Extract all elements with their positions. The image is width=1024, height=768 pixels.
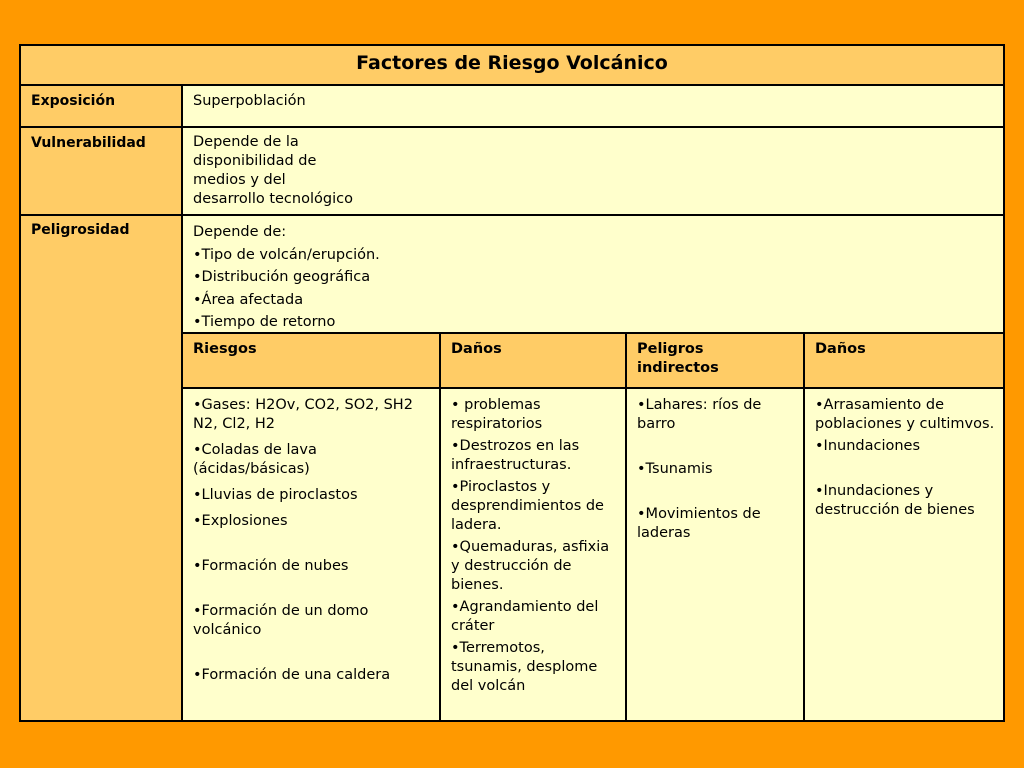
peligrosidad-content [183, 216, 1003, 332]
list-item: •Inundaciones [815, 438, 921, 454]
divider [625, 332, 627, 720]
vulnerabilidad-line: disponibilidad de [193, 153, 317, 169]
vulnerabilidad-line: desarrollo tecnológico [193, 191, 353, 207]
peligrosidad-item: •Área afectada [193, 291, 304, 308]
list-item: •Explosiones [193, 513, 288, 529]
peligrosidad-item: •Distribución geográfica [193, 269, 371, 285]
subtable-header-danos: Daños [441, 334, 625, 387]
list-item: •Movimientos de laderas [637, 506, 761, 541]
divider [181, 387, 1003, 389]
list-item: •Arrasamiento de poblaciones y cultimvos. [815, 397, 995, 432]
exposicion-content: Superpoblación [183, 86, 1003, 126]
danos-2-list [805, 389, 1003, 720]
list-item: •Lluvias de piroclastos [193, 487, 358, 503]
row-label-peligrosidad: Peligrosidad [21, 216, 181, 720]
subtable-header-riesgos: Riesgos [183, 334, 439, 387]
vulnerabilidad-line: medios y del [193, 172, 286, 188]
list-item: •Lahares: ríos de barro [637, 397, 762, 432]
risk-factors-table [19, 44, 1005, 722]
peligrosidad-item: •Tiempo de retorno [193, 314, 336, 330]
row-label-vulnerabilidad: Vulnerabilidad [21, 128, 181, 214]
list-item: •Destrozos en las infraestructuras. [451, 438, 580, 473]
peligrosidad-item: •Tipo de volcán/erupción. [193, 246, 380, 263]
vulnerabilidad-content [183, 128, 1003, 214]
subtable-header-peligros-indirectos: Peligros indirectos [627, 334, 803, 387]
peligros-indirectos-list [627, 389, 803, 720]
table-title: Factores de Riesgo Volcánico [21, 46, 1003, 86]
vulnerabilidad-line: Depende de la [193, 134, 299, 150]
danos-list [441, 389, 625, 720]
divider [439, 332, 441, 720]
subtable-header-danos-2: Daños [805, 334, 1003, 387]
list-item: •Gases: H2Ov, CO2, SO2, SH2 N2, Cl2, H2 [193, 397, 413, 432]
divider [21, 126, 1003, 128]
divider [21, 84, 1003, 86]
list-item: •Formación de un domo volcánico [193, 603, 369, 638]
list-item: •Terremotos, tsunamis, desplome del volcán [451, 640, 598, 694]
list-item: •Formación de una caldera [193, 667, 391, 683]
row-label-exposicion: Exposición [21, 86, 181, 126]
list-item: •Formación de nubes [193, 558, 349, 574]
divider [181, 84, 183, 720]
list-item: •Inundaciones y destrucción de bienes [815, 483, 975, 518]
list-item: •Piroclastos y desprendimientos de ladera. [451, 479, 604, 533]
list-item: • problemas respiratorios [451, 397, 543, 432]
peligrosidad-intro: Depende de: [193, 224, 287, 240]
list-item: •Agrandamiento del cráter [451, 599, 599, 634]
list-item: •Quemaduras, asfixia y destrucción de bienes. [451, 539, 610, 593]
divider [21, 214, 1003, 216]
riesgos-list [183, 389, 439, 720]
list-item: •Coladas de lava (ácidas/básicas) [193, 442, 317, 477]
divider [803, 332, 805, 720]
divider [181, 332, 1003, 334]
list-item: •Tsunamis [637, 461, 713, 477]
